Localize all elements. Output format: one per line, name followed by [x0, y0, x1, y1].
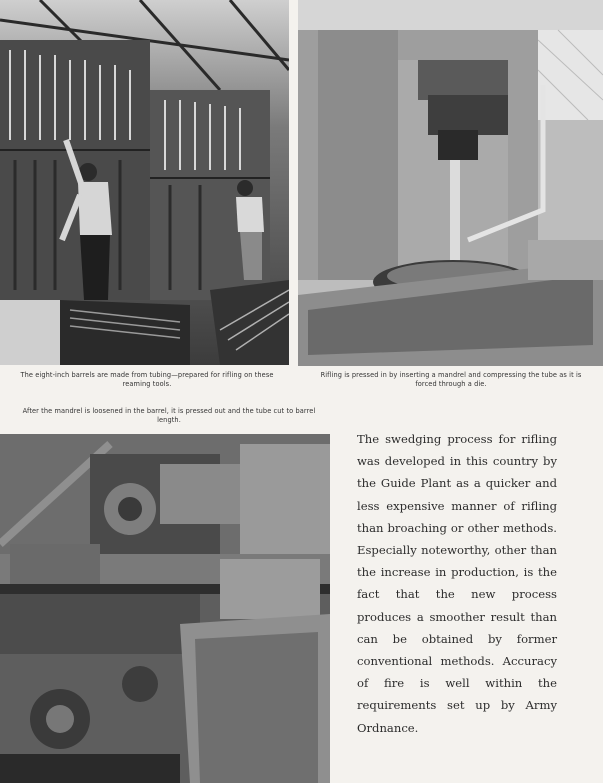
photo-reaming-tools [0, 0, 289, 365]
caption-reaming-tools: The eight-inch barrels are made from tubing—prepared for rifling on these reaming tools. [20, 371, 274, 388]
photo-rifling-press [298, 0, 603, 366]
body-paragraph: The swedging process for rifling was developed in this country by the Guide Plant as a quicker and less expensive manner of rifling than broaching or other methods. Especially noteworthy, other than the increase in production, is the fact that the new process produces a smoother result than can be obtained by former conventional methods. Accuracy of fire is well within the requirements set up by Army Ordnance. [357, 432, 557, 735]
caption-barrel-cutting: After the mandrel is loosened in the barrel, it is pressed out and the tube cut to barrel length. [22, 407, 316, 424]
photo-barrel-cutting [0, 434, 330, 783]
caption-rifling-press: Rifling is pressed in by inserting a mandrel and compressing the tube as it is forced through a die. [320, 371, 582, 388]
